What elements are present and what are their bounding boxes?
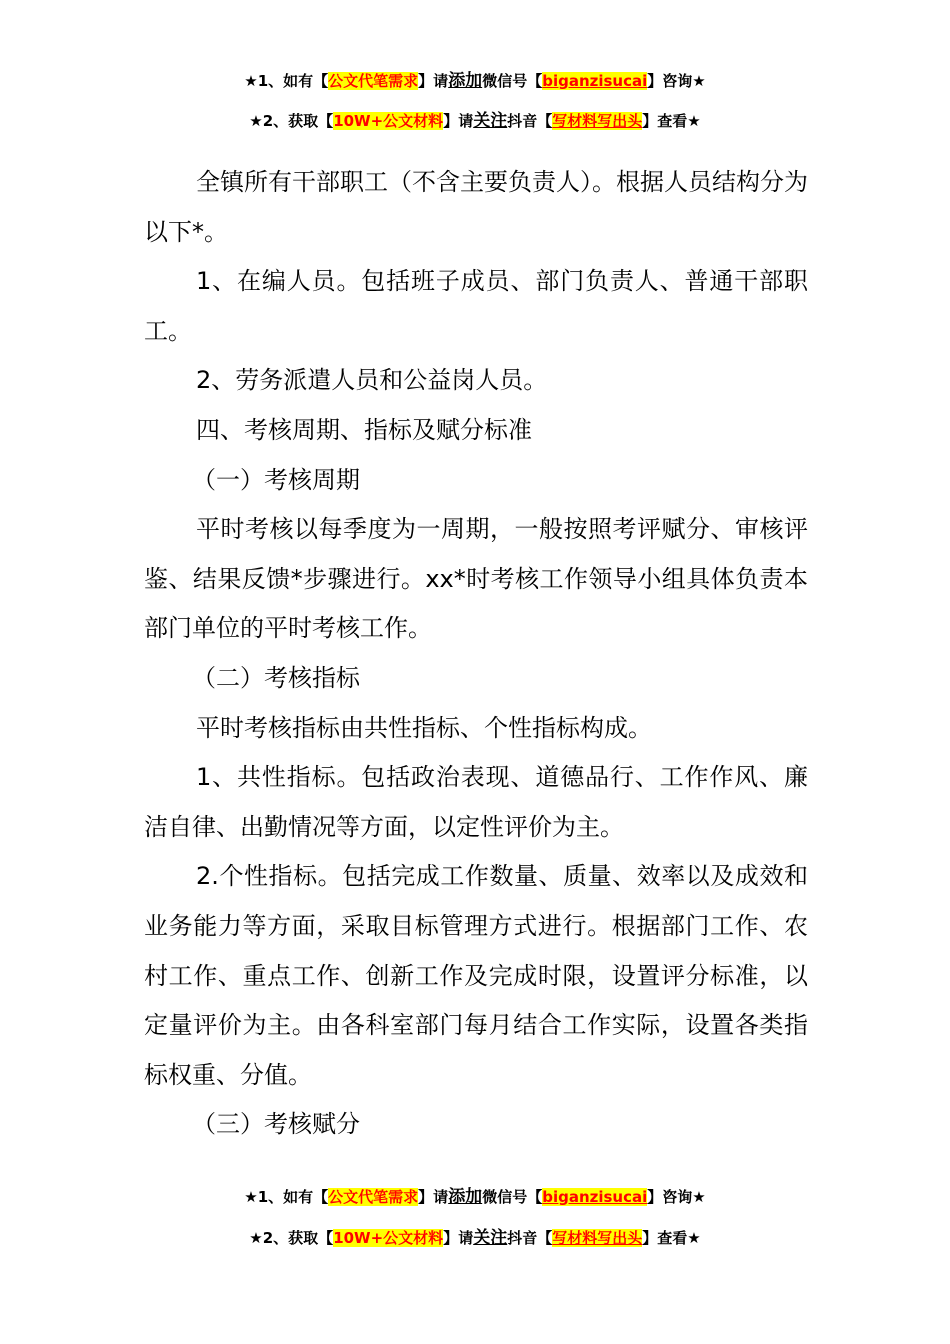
ad-wechat-id: biganzisucai (542, 72, 648, 90)
ad-wechat-id: biganzisucai (542, 1188, 648, 1206)
ad-prefix: ★2、获取【 (249, 112, 334, 130)
ad-prefix: ★2、获取【 (249, 1229, 334, 1247)
ad-text: 微信号【 (482, 72, 543, 90)
ad-underlined-text: 添加 (448, 71, 483, 91)
ad-text: 】请 (418, 1188, 449, 1206)
ad-suffix: 】查看★ (642, 112, 701, 130)
ad-text: 】请 (418, 72, 449, 90)
ad-highlight: 10W+公文材料 (333, 112, 444, 130)
subsection-heading-1: （一）考核周期 (192, 465, 360, 494)
ad-text: 抖音【 (507, 112, 553, 130)
ad-highlight: 公文代笔需求 (328, 72, 419, 90)
ad-prefix: ★1、如有【 (244, 72, 329, 90)
footer-ad-line-1 (0, 1186, 950, 1208)
ad-suffix: 】咨询★ (647, 72, 706, 90)
ad-suffix: 】咨询★ (647, 1188, 706, 1206)
paragraph-assessment-cycle: 平时考核以每季度为一周期，一般按照考评赋分、审核评鉴、结果反馈*步骤进行。xx*时考核工作领导小组具体负责本部门单位的平时考核工作。 (144, 515, 808, 643)
ad-underlined-text: 关注 (473, 111, 508, 131)
footer-ad-line-2 (0, 1227, 950, 1249)
paragraph-common-indicators: 1、共性指标。包括政治表现、道德品行、工作作风、廉洁自律、出勤情况等方面，以定性评价为主。 (144, 763, 808, 841)
paragraph-personnel-scope: 全镇所有干部职工（不含主要负责人）。根据人员结构分为以下*。 (144, 168, 808, 246)
ad-text: 抖音【 (507, 1229, 553, 1247)
ad-suffix: 】查看★ (642, 1229, 701, 1247)
header-ad-line-1 (0, 70, 950, 92)
ad-douyin-account: 写材料写出头 (552, 112, 643, 130)
paragraph-staff-category-2: 2、劳务派遣人员和公益岗人员。 (196, 366, 548, 395)
ad-underlined-text: 添加 (448, 1187, 483, 1207)
ad-text: 微信号【 (482, 1188, 543, 1206)
ad-highlight: 公文代笔需求 (328, 1188, 419, 1206)
section-heading-4: 四、考核周期、指标及赋分标准 (196, 415, 532, 444)
paragraph-individual-indicators: 2.个性指标。包括完成工作数量、质量、效率以及成效和业务能力等方面，采取目标管理方式进行。根据部门工作、农村工作、重点工作、创新工作及完成时限，设置评分标准，以定量评价为主。由各科室部门每月结合工作实际，设置各类指标权重、分值。 (144, 862, 808, 1089)
subsection-heading-3: （三）考核赋分 (192, 1110, 360, 1139)
header-ad-line-2 (0, 110, 950, 132)
subsection-heading-2: （二）考核指标 (192, 663, 360, 692)
paragraph-indicators-intro: 平时考核指标由共性指标、个性指标构成。 (196, 713, 652, 742)
ad-douyin-account: 写材料写出头 (552, 1229, 643, 1247)
paragraph-staff-category-1: 1、在编人员。包括班子成员、部门负责人、普通干部职工。 (144, 267, 808, 345)
ad-text: 】请 (443, 112, 474, 130)
ad-text: 】请 (443, 1229, 474, 1247)
ad-underlined-text: 关注 (473, 1228, 508, 1248)
document-body (144, 158, 808, 1150)
ad-highlight: 10W+公文材料 (333, 1229, 444, 1247)
ad-prefix: ★1、如有【 (244, 1188, 329, 1206)
